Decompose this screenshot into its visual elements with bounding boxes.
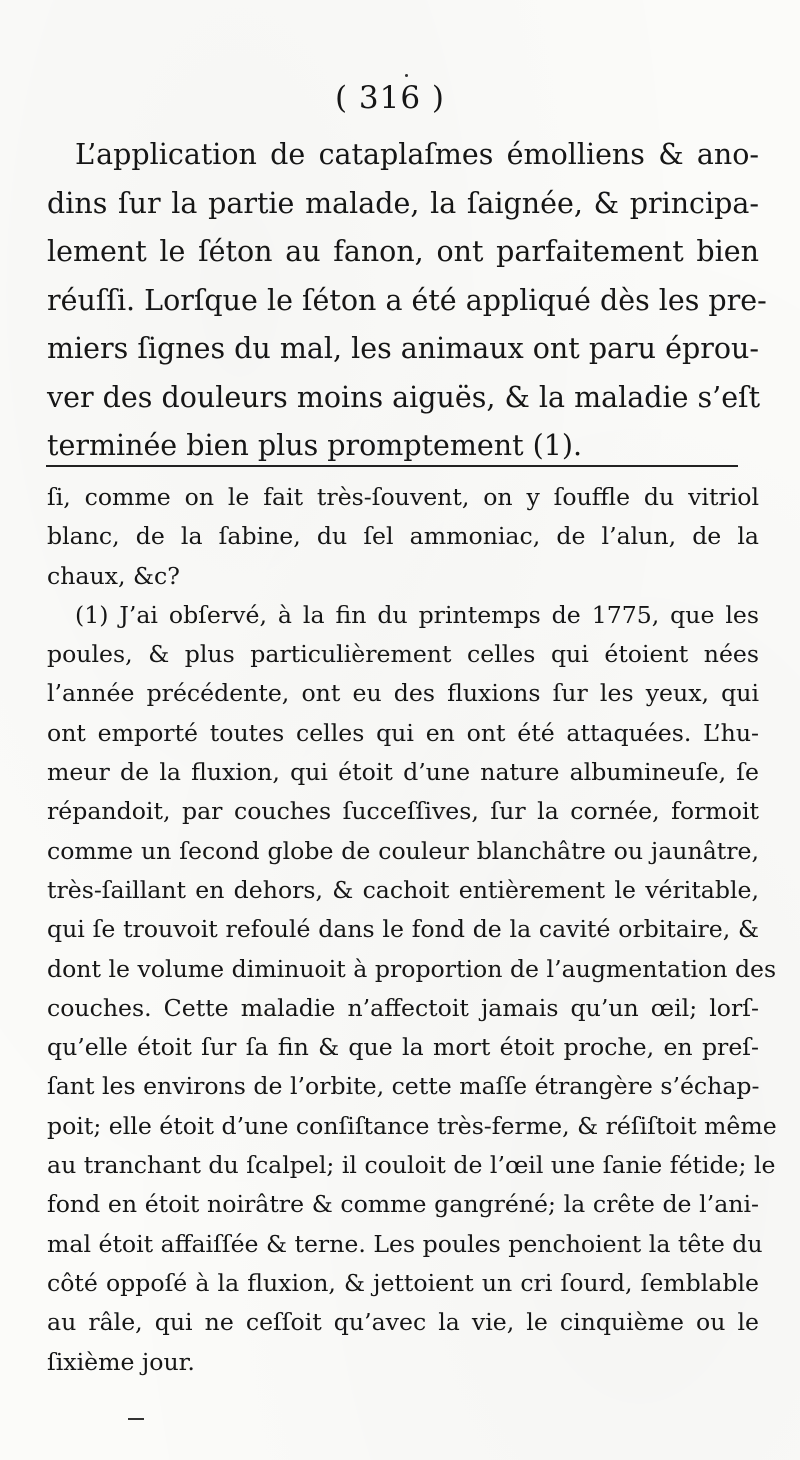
footnote-line: ſixième jour. — [47, 1347, 195, 1376]
footnote-line: poules, & plus particulièrement celles qui étoient nées — [47, 640, 759, 669]
main-text-line: terminée bien plus promptement (1). — [47, 429, 583, 462]
footnote-line: poit; elle étoit d’une conſiſtance très-ferme, & réſiſtoit même — [47, 1111, 777, 1140]
footnote-line: au tranchant du ſcalpel; il couloit de l’œil une ſanie fétide; le — [47, 1151, 776, 1180]
footnote-continuation — [47, 478, 759, 596]
footnote-line: ſi, comme on le fait très-ſouvent, on y ſouffle du vitriol — [47, 483, 759, 511]
footnote-line: très-ſaillant en dehors, & cachoit entièrement le véritable, — [47, 875, 759, 904]
footnote-line: chaux, &c? — [47, 561, 180, 590]
footnote-line: fond en étoit noirâtre & comme gangréné; la crête de l’ani- — [47, 1190, 759, 1219]
main-text-line: L’application de cataplaſmes émolliens & ano- — [75, 138, 759, 171]
main-text-line: ver des douleurs moins aiguës, & la maladie s’eſt — [47, 380, 761, 414]
footnote-line: dont le volume diminuoit à proportion de l’augmentation des — [47, 954, 777, 983]
footnote-line: meur de la fluxion, qui étoit d’une nature albumineuſe, ſe — [47, 758, 759, 787]
footnote-line: qui ſe trouvoit refoulé dans le fond de la cavité orbitaire, & — [47, 915, 759, 944]
ink-stray-mark — [128, 1418, 144, 1420]
footnote-line: répandoit, par couches ſucceſſives, ſur la cornée, formoit — [47, 797, 759, 826]
footnote-line: mal étoit affaiſſée & terne. Les poules penchoient la tête du — [47, 1229, 763, 1258]
footnote-line: côté oppoſé à la fluxion, & jettoient un cri ſourd, ſemblable — [47, 1268, 759, 1297]
footnotes-block — [47, 478, 777, 1382]
footnote-line: comme un ſecond globe de couleur blanchâtre ou jaunâtre, — [47, 836, 759, 865]
footnote-line: blanc, de la ſabine, du ſel ammoniac, de l’alun, de la — [47, 522, 759, 551]
footnote-line: l’année précédente, ont eu des fluxions ſur les yeux, qui — [47, 679, 759, 708]
main-paragraph — [47, 131, 767, 471]
main-text-line: miers ſignes du mal, les animaux ont paru éprou- — [47, 332, 759, 365]
main-text-line: lement le ſéton au fanon, ont parfaitement bien — [47, 235, 759, 268]
footnote-line: au râle, qui ne ceſſoit qu’avec la vie, le cinquième ou le — [47, 1308, 759, 1337]
footnote-line: couches. Cette maladie n’affectoit jamais qu’un œil; lorſ- — [47, 993, 759, 1022]
ink-stray-mark — [405, 74, 408, 77]
main-text-line: dins ſur la partie malade, la ſaignée, & principa- — [47, 186, 759, 220]
main-text-line: réuſſi. Lorſque le ſéton a été appliqué dès les pre- — [47, 283, 767, 317]
footnote-separator-rule — [46, 465, 738, 467]
footnote-line: (1) J’ai obſervé, à la fin du printemps de 1775, que les — [75, 600, 759, 629]
footnote-1 — [47, 596, 777, 1382]
footnote-line: ſant les environs de l’orbite, cette maſſe étrangère s’échap- — [47, 1072, 760, 1101]
footnote-line: ont emporté toutes celles qui en ont été attaquées. L’hu- — [47, 718, 759, 747]
footnote-line: qu’elle étoit ſur ſa fin & que la mort étoit proche, en preſ- — [47, 1033, 759, 1062]
page-number: ( 316 ) — [334, 80, 446, 116]
